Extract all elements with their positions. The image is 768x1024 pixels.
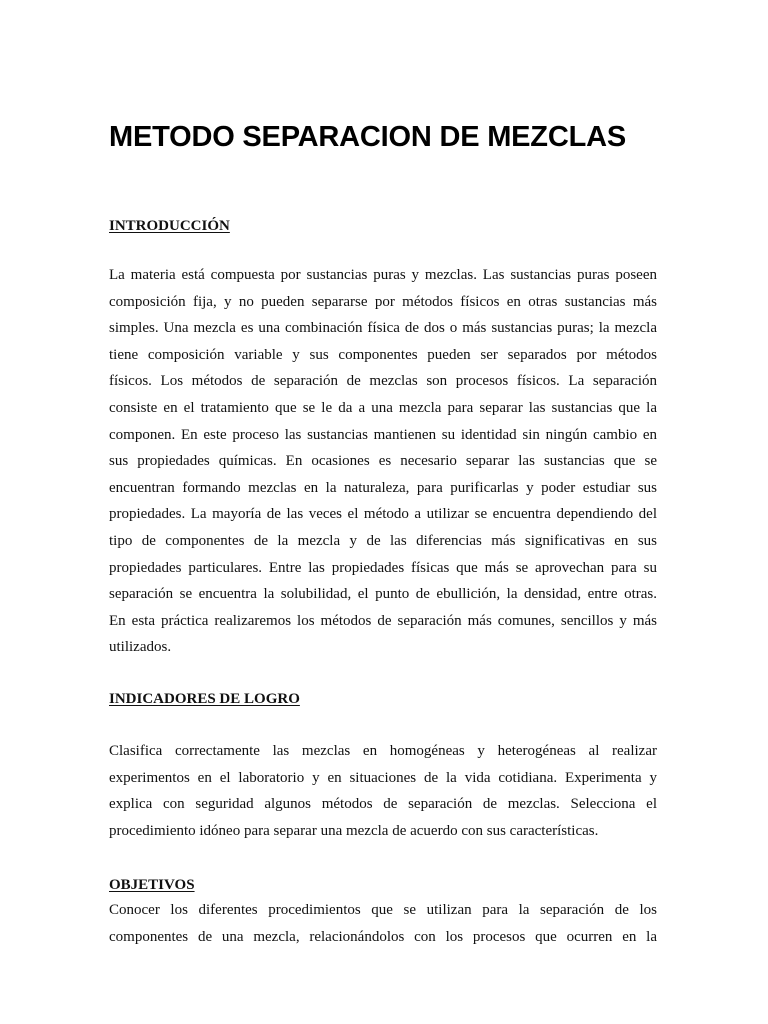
paragraph-line: encuentran formando mezclas en la naturaleza, para purificarlas y poder estudiar sus: [109, 479, 657, 496]
paragraph-line: componen. En este proceso las sustancias mantienen su identidad sin ningún cambio en: [109, 426, 657, 443]
paragraph-line: La materia está compuesta por sustancias puras y mezclas. Las sustancias puras poseen: [109, 267, 657, 283]
paragraph-line: explica con seguridad algunos métodos de separación de mezclas. Selecciona el: [109, 796, 657, 813]
indicadores-paragraph: [109, 738, 657, 844]
paragraph-line: consiste en el tratamiento que se le da a una mezcla para separar las sustancias que la: [109, 399, 657, 416]
paragraph-line: simples. Una mezcla es una combinación física de dos o más sustancias puras; la mezcla: [109, 320, 657, 337]
section-heading-indicadores: INDICADORES DE LOGRO: [109, 691, 300, 707]
paragraph-line: utilizados.: [109, 639, 172, 656]
paragraph-line: propiedades particulares. Entre las propiedades físicas que más se aprovechan para su: [109, 559, 657, 576]
paragraph-line: composición fija, y no pueden separarse por métodos físicos en otras sustancias más: [109, 293, 657, 310]
paragraph-line: separación se encuentra la solubilidad, el punto de ebullición, la densidad, entre otras.: [109, 586, 657, 603]
paragraph-line: tiene composición variable y sus componentes pueden ser separados por métodos: [109, 346, 657, 363]
paragraph-line: propiedades. La mayoría de las veces el método a utilizar se encuentra dependiendo del: [109, 506, 657, 523]
paragraph-line: procedimiento idóneo para separar una mezcla de acuerdo con sus características.: [109, 822, 599, 839]
paragraph-line: Conocer los diferentes procedimientos que se utilizan para la separación de los: [109, 902, 657, 918]
introduccion-paragraph: [109, 262, 657, 661]
paragraph-line: físicos. Los métodos de separación de mezclas son procesos físicos. La separación: [109, 373, 657, 390]
objetivos-paragraph: [109, 897, 657, 950]
paragraph-line: tipo de componentes de la mezcla y de las diferencias más significativas en sus: [109, 532, 657, 549]
section-heading-introduccion: INTRODUCCIÓN: [109, 218, 230, 234]
section-heading-objetivos: OBJETIVOS: [109, 877, 195, 893]
paragraph-line: sus propiedades químicas. En ocasiones es necesario separar las sustancias que se: [109, 453, 657, 470]
paragraph-line: En esta práctica realizaremos los métodos de separación más comunes, sencillos y más: [109, 612, 657, 629]
paragraph-line: experimentos en el laboratorio y en situaciones de la vida cotidiana. Experimenta y: [109, 769, 657, 786]
paragraph-line: componentes de una mezcla, relacionándolos con los procesos que ocurren en la: [109, 928, 657, 945]
paragraph-line: Clasifica correctamente las mezclas en homogéneas y heterogéneas al realizar: [109, 743, 657, 759]
document-title: METODO SEPARACION DE MEZCLAS: [109, 121, 626, 153]
